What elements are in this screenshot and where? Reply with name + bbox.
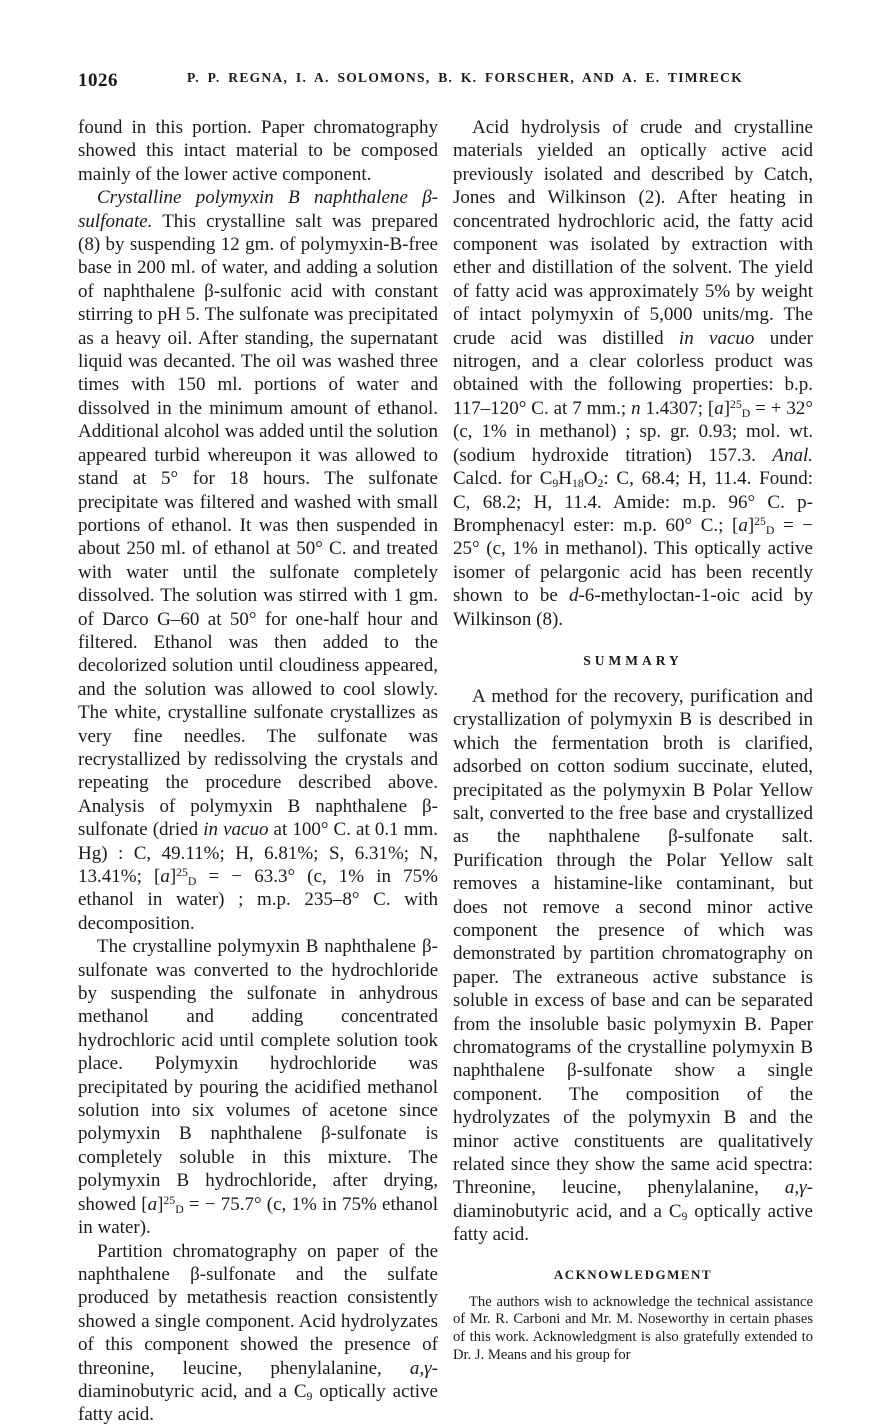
paragraph-continuation: found in this portion. Paper chromatography showed this intact material to be composed mainly of the lower active component. [78,117,438,185]
paragraph-hydrochloride: The crystalline polymyxin B naphthalene β-sulfonate was converted to the hydrochloride by suspending the sulfonate in anhydrous methanol and adding concentrated hydrochloric acid until complete solution took place. Polymyxin hydrochloride was precipitated by pouring the acidified methanol solution into six volumes of acetone since polymyxin B naphthalene β-sulfonate is completely soluble in this mixture. The polymyxin B hydrochloride, after drying, showed $[a]^{25}_D$ = − 75.7° (c, 1% in 75% ethanol in water). [78,936,438,1239]
summary-heading: SUMMARY [583,652,683,668]
paragraph-summary: A method for the recovery, purification and crystallization of polymyxin B is described in which the fermentation broth is clarified, adsorbed on cotton sodium succinate, eluted, precipitated as the polymyxin B Polar Yellow salt, converted to the free base and crystallized as the naphthalene β-sulfonate salt. Purification through the Polar Yellow salt removes a histamine-like contaminant, but does not remove a second minor active component the presence of which was demonstrated by partition chromatography on paper. The extraneous active substance is soluble in excess of base and can be separated from the insoluble basic polymyxin B. Paper chromatograms of the crystalline polymyxin B naphthalene β-sulfonate show a single component. The composition of the hydrolyzates of the polymyxin B and the minor active constituents are qualitatively related since they show the same acid spectra: Threonine, leucine, phenylalanine, a,γ-diaminobutyric acid, and a $C_9$ optically active fatty acid. [453,685,813,1246]
paragraph-acknowledgment: The authors wish to acknowledge the technical assistance of Mr. R. Carboni and Mr. M. Noseworthy in certain phases of this work. Acknowledgment is also gratefully extended to Dr. J. Means and his group for [453,1293,813,1364]
right-column [453,116,813,1427]
page-header [78,70,812,92]
running-title: P. P. REGNA, I. A. SOLOMONS, B. K. FORSCHER, AND A. E. TIMRECK [186,70,744,85]
acknowledgment-heading: ACKNOWLEDGMENT [553,1266,713,1282]
paragraph-crystalline-sulfonate: Crystalline polymyxin B naphthalene β-sulfonate. This crystalline salt was prepared (8) by suspending 12 gm. of polymyxin-B-free base in 200 ml. of water, and adding a solution of naphthalene β-sulfonic acid with constant stirring to pH 5. The sulfonate was precipitated as a heavy oil. After standing, the supernatant liquid was decanted. The oil was washed three times with 150 ml. portions of water and dissolved in the minimum amount of ethanol. Additional alcohol was added until the solution appeared turbid whereupon it was allowed to stand at 5° for 18 hours. The sulfonate precipitate was filtered and washed with small portions of ethanol. It was then suspended in about 250 ml. of ethanol at 50° C. and treated with water until the sulfonate completely dissolved. The solution was stirred with 1 gm. of Darco G–60 at 50° for one-half hour and filtered. Ethanol was then added to the decolorized solution until cloudiness appeared, and the solution was allowed to cool slowly. The white, crystalline sulfonate crystallizes as very fine needles. The sulfonate was recrystallized by redissolving the crystals and repeating the procedure described above. Analysis of polymyxin B naphthalene β-sulfonate (dried in vacuo at 100° C. at 0.1 mm. Hg) : C, 49.11%; H, 6.81%; S, 6.31%; N, 13.41%; $[a]^{25}_D$ = − 63.3° (c, 1% in 75% ethanol in water) ; m.p. 235–8° C. with decomposition. [78,187,438,934]
page-number: 1026 [78,70,118,91]
left-column [78,116,438,1427]
paragraph-acid-hydrolysis: Acid hydrolysis of crude and crystalline materials yielded an optically active acid previously isolated and described by Catch, Jones and Wilkinson (2). After heating in concentrated hydrochloric acid, the fatty acid component was isolated by extraction with ether and distillation of the solvent. The yield of fatty acid was approximately 5% by weight of intact polymyxin of 5,000 units/mg. The crude acid was distilled in vacuo under nitrogen, and a clear colorless product was obtained with the following properties: b.p. 117–120° C. at 7 mm.; n 1.4307; $[a]^{25}_D$ = + 32° (c, 1% in methanol) ; sp. gr. 0.93; mol. wt. (sodium hydroxide titration) 157.3. Anal. Calcd. for $C_9H_{18}O_2$: C, 68.4; H, 11.4. Found: C, 68.2; H, 11.4. Amide: m.p. 96° C. p-Bromphenacyl ester: m.p. 60° C.; $[a]^{25}_D$ = − 25° (c, 1% in methanol). This optically active isomer of pelargonic acid has been recently shown to be d-6-methyloctan-1-oic acid by Wilkinson (8). [453,117,813,630]
two-column-body [78,116,812,1427]
paragraph-partition-chromatography: Partition chromatography on paper of the naphthalene β-sulfonate and the sulfate produced by metathesis reaction consistently showed a single component. Acid hydrolyzates of this component showed the presence of threonine, leucine, phenylalanine, a,γ-diaminobutyric acid, and a $C_9$ optically active fatty acid. [78,1240,438,1426]
